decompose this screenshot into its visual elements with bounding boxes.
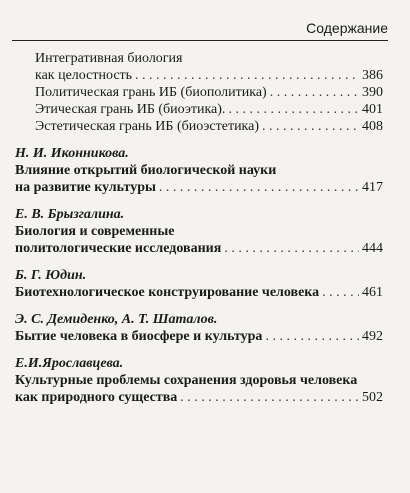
entry-2 xyxy=(15,206,383,257)
page-header xyxy=(12,18,388,41)
entry-leader-line xyxy=(15,179,383,196)
entry-title-line: Биология и современные xyxy=(15,224,175,239)
subentry-leader-line xyxy=(35,118,383,135)
subentry-title: Политическая грань ИБ (биополитика) xyxy=(35,85,267,100)
entry-title: Биотехнологическое конструирование человека xyxy=(15,285,320,300)
subentry-title: Этическая грань ИБ (биоэтика). xyxy=(35,102,226,117)
subentry-line: Интегративная биология xyxy=(35,51,183,66)
subentry-1 xyxy=(15,50,383,84)
entry-4 xyxy=(15,311,383,345)
table-of-contents xyxy=(15,50,383,406)
entry-leader-line xyxy=(15,328,383,345)
page-number: 408 xyxy=(362,119,383,134)
subentry-2 xyxy=(15,84,383,101)
entry-title-line: Влияние открытий биологической науки xyxy=(15,163,277,178)
dot-leader xyxy=(322,284,359,301)
dot-leader xyxy=(262,118,359,135)
entry-title: как природного существа xyxy=(15,390,178,405)
subentry-leader-line xyxy=(35,101,383,118)
header-title: Содержание xyxy=(306,20,388,36)
page-number: 417 xyxy=(362,180,383,195)
subentry-4 xyxy=(15,118,383,135)
entry-leader-line xyxy=(15,284,383,301)
entry-author: Б. Г. Юдин. xyxy=(15,268,87,283)
page-number: 502 xyxy=(362,390,383,405)
page-number: 492 xyxy=(362,329,383,344)
subentry-3 xyxy=(15,101,383,118)
dot-leader xyxy=(180,389,359,406)
entry-5 xyxy=(15,355,383,406)
entry-leader-line xyxy=(15,240,383,257)
dot-leader xyxy=(265,328,359,345)
page-number: 386 xyxy=(362,68,383,83)
page-number: 444 xyxy=(362,241,383,256)
subentry-title: Эстетическая грань ИБ (биоэстетика) xyxy=(35,119,260,134)
page-number: 401 xyxy=(362,102,383,117)
dot-leader xyxy=(228,101,359,118)
entry-1 xyxy=(15,145,383,196)
entry-title: Бытие человека в биосфере и культура xyxy=(15,329,263,344)
dot-leader xyxy=(159,179,359,196)
entry-author: Е.И.Ярославцева. xyxy=(15,356,124,371)
entry-leader-line xyxy=(15,389,383,406)
entry-author: Э. С. Демиденко, А. Т. Шаталов. xyxy=(15,312,218,327)
dot-leader xyxy=(224,240,359,257)
entry-author: Е. В. Брызгалина. xyxy=(15,207,125,222)
entry-title: на развитие культуры xyxy=(15,180,156,195)
page-number: 461 xyxy=(362,285,383,300)
subentry-leader-line xyxy=(35,84,383,101)
dot-leader xyxy=(270,84,359,101)
entry-title: политологические исследования xyxy=(15,241,222,256)
entry-title-line: Культурные проблемы сохранения здоровья человека xyxy=(15,373,358,388)
entry-3 xyxy=(15,267,383,301)
dot-leader xyxy=(135,67,359,84)
page-number: 390 xyxy=(362,85,383,100)
subentry-title: как целостность xyxy=(35,68,133,83)
entry-author: Н. И. Иконникова. xyxy=(15,146,129,161)
subentry-leader-line xyxy=(35,67,383,84)
